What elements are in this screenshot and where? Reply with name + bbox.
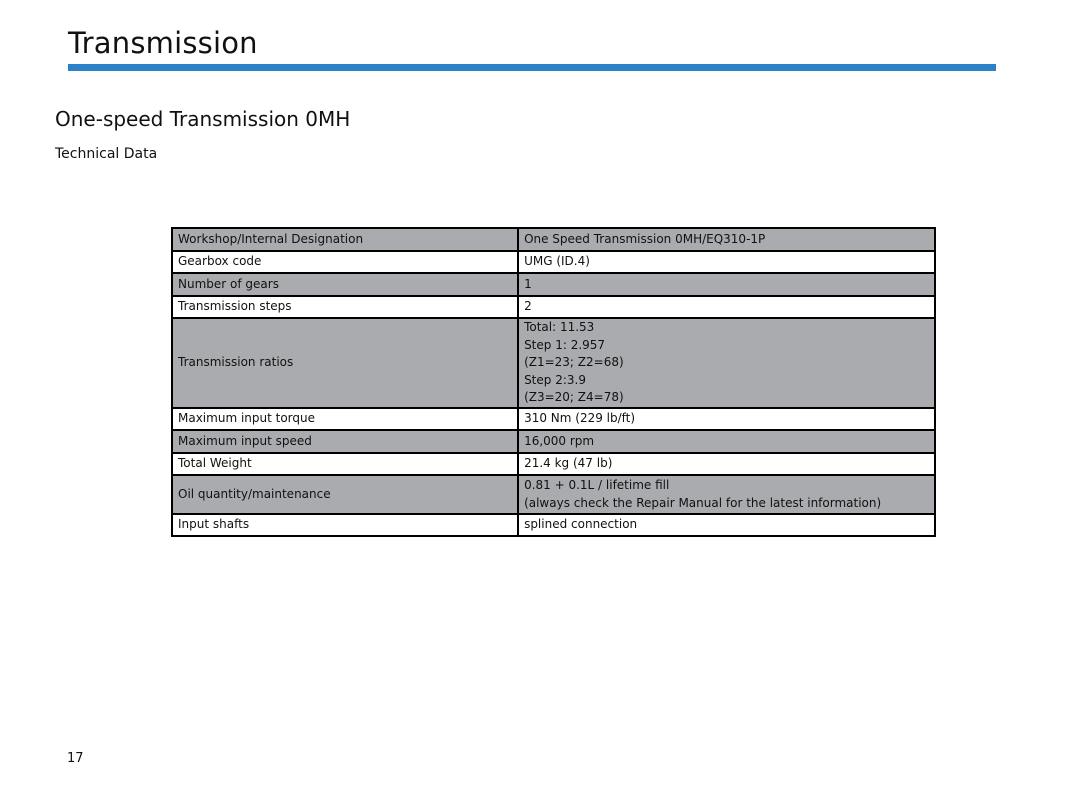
row-value bbox=[518, 408, 935, 430]
row-label: Maximum input speed bbox=[172, 430, 518, 453]
title-underline bbox=[68, 64, 996, 71]
value-line: Step 2:3.9 bbox=[524, 372, 586, 387]
row-label: Number of gears bbox=[172, 273, 518, 296]
table-row bbox=[172, 273, 935, 296]
value-line: 2 bbox=[524, 299, 532, 314]
table-row bbox=[172, 453, 935, 475]
technical-data-table bbox=[171, 227, 936, 537]
row-value bbox=[518, 296, 935, 318]
value-line: UMG (ID.4) bbox=[524, 254, 590, 269]
value-line: (always check the Repair Manual for the latest information) bbox=[524, 495, 882, 510]
row-value bbox=[518, 453, 935, 475]
page-number: 17 bbox=[67, 751, 84, 766]
table-row bbox=[172, 514, 935, 536]
value-line: Total: 11.53 bbox=[524, 320, 595, 335]
value-line: splined connection bbox=[524, 517, 638, 532]
row-label: Maximum input torque bbox=[172, 408, 518, 430]
table-row bbox=[172, 251, 935, 273]
table-row bbox=[172, 318, 935, 408]
row-label: Transmission steps bbox=[172, 296, 518, 318]
table-row bbox=[172, 296, 935, 318]
value-line: Step 1: 2.957 bbox=[524, 337, 606, 352]
row-value bbox=[518, 251, 935, 273]
row-value bbox=[518, 475, 935, 514]
table-row bbox=[172, 430, 935, 453]
value-line: 16,000 rpm bbox=[524, 433, 595, 448]
value-line: 0.81 + 0.1L / lifetime fill bbox=[524, 478, 670, 493]
row-value bbox=[518, 228, 935, 251]
row-value bbox=[518, 318, 935, 408]
row-label: Transmission ratios bbox=[172, 318, 518, 408]
table-row bbox=[172, 408, 935, 430]
table-row bbox=[172, 475, 935, 514]
row-label: Total Weight bbox=[172, 453, 518, 475]
value-line: 310 Nm (229 lb/ft) bbox=[524, 411, 636, 426]
table-row bbox=[172, 228, 935, 251]
value-line: 1 bbox=[524, 276, 532, 291]
row-value bbox=[518, 514, 935, 536]
row-label: Oil quantity/maintenance bbox=[172, 475, 518, 514]
row-label: Gearbox code bbox=[172, 251, 518, 273]
row-label: Input shafts bbox=[172, 514, 518, 536]
value-line: (Z1=23; Z2=68) bbox=[524, 355, 624, 370]
section-title: One-speed Transmission 0MH bbox=[55, 107, 351, 131]
value-line: 21.4 kg (47 lb) bbox=[524, 456, 613, 471]
value-line: (Z3=20; Z4=78) bbox=[524, 390, 624, 405]
value-line: One Speed Transmission 0MH/EQ310-1P bbox=[524, 231, 766, 246]
page-title: Transmission bbox=[68, 26, 258, 60]
row-label: Workshop/Internal Designation bbox=[172, 228, 518, 251]
section-subtitle: Technical Data bbox=[55, 146, 158, 162]
row-value bbox=[518, 273, 935, 296]
row-value bbox=[518, 430, 935, 453]
